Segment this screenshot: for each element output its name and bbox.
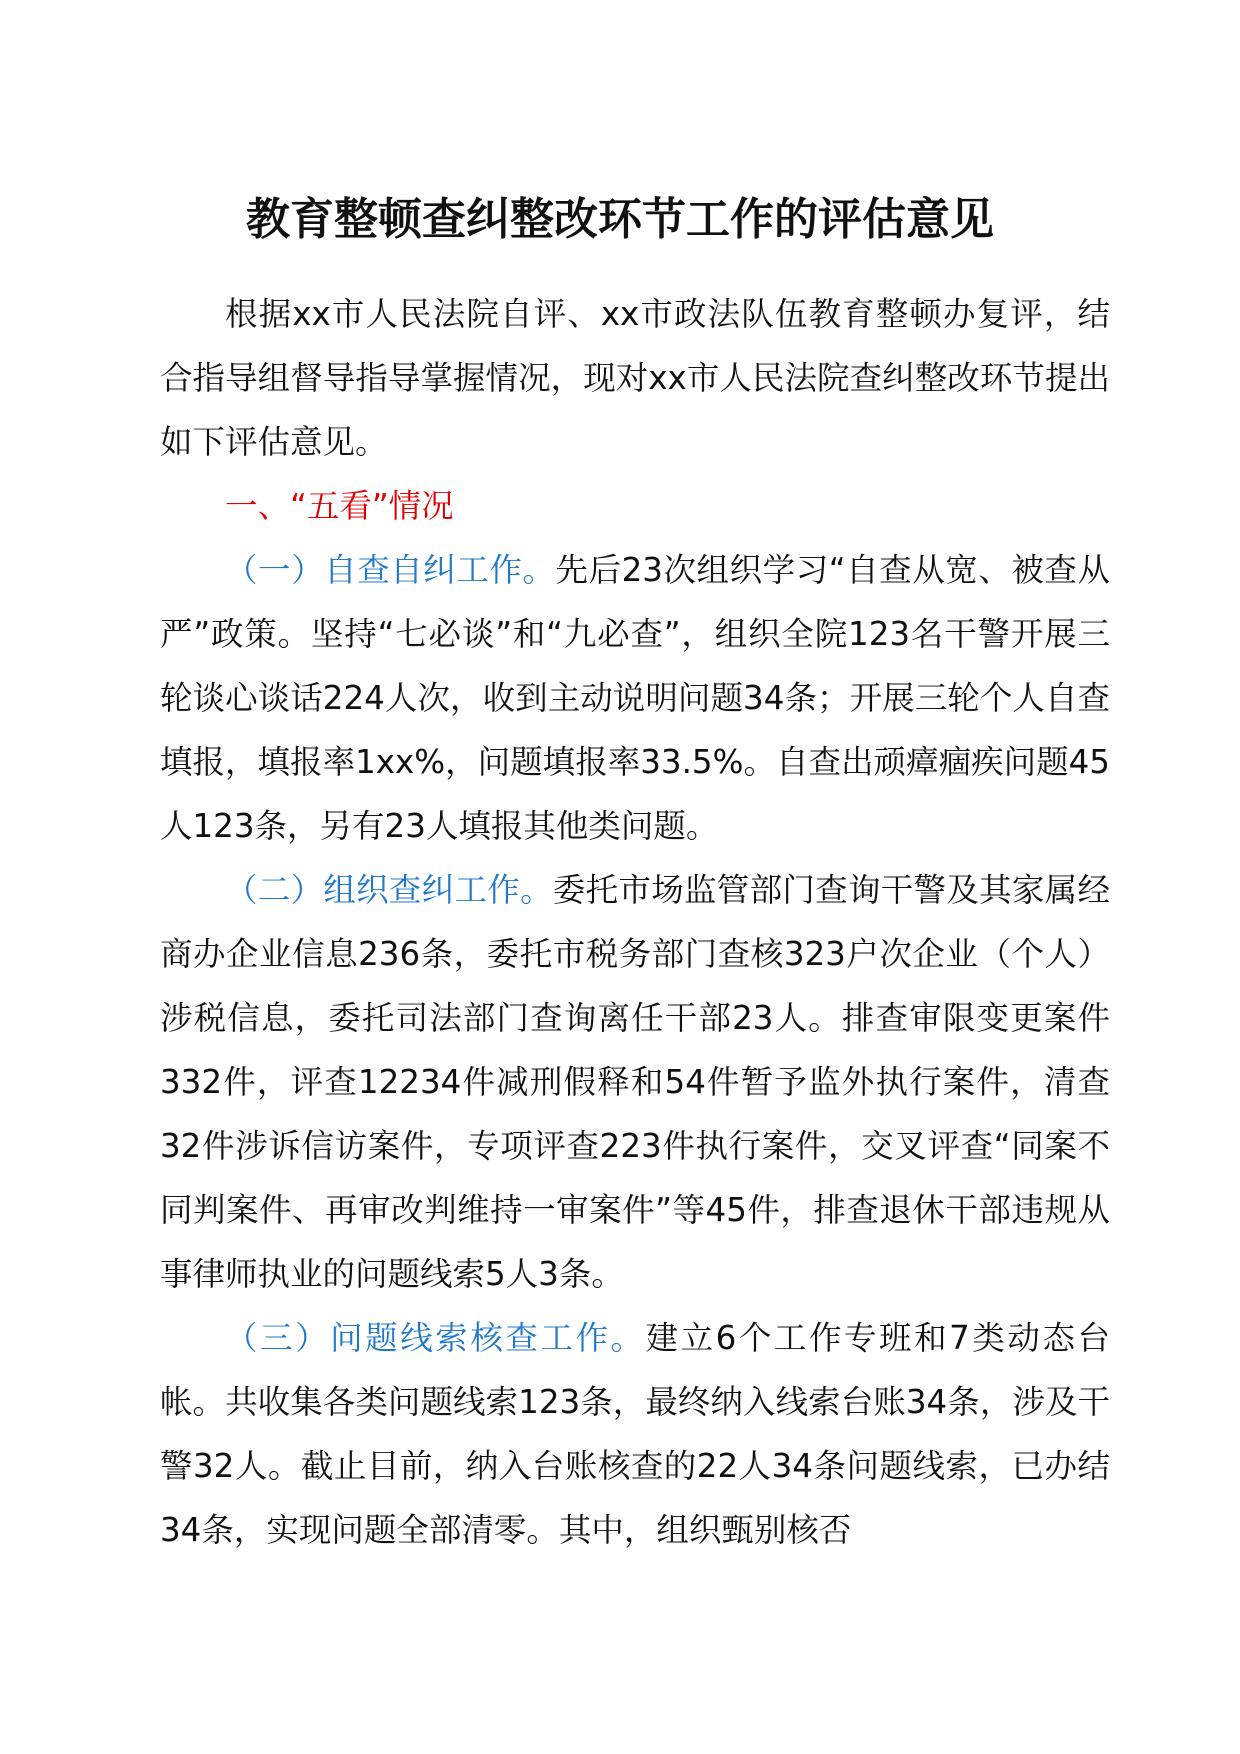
item-heading-1: （一）自查自纠工作。 xyxy=(225,551,556,589)
item-heading-2: （二）组织查纠工作。 xyxy=(225,871,553,909)
item-body-1: 先后23次组织学习“自查从宽、被查从严”政策。坚持“七必谈”和“九必查”，组织全院123名干警开展三轮谈心谈话224人次，收到主动说明问题34条；开展三轮个人自查填报，填报率1xx%，问题填报率33.5%。自查出顽瘴痼疾问题45人123条，另有23人填报其他类问题。 xyxy=(160,551,1110,845)
item-paragraph-2 xyxy=(160,858,1110,1306)
item-paragraph-3 xyxy=(160,1306,1110,1562)
section-heading-1 xyxy=(160,474,1110,538)
item-body-3: 建立6个工作专班和7类动态台帐。共收集各类问题线索123条，最终纳入线索台账34条，涉及干警32人。截止目前，纳入台账核查的22人34条问题线索，已办结34条，实现问题全部清零。其中，组织甄别核否 xyxy=(160,1319,1110,1549)
document-body xyxy=(160,282,1110,1562)
document-title: 教育整顿查纠整改环节工作的评估意见 xyxy=(246,194,994,245)
intro-paragraph: 根据xx市人民法院自评、xx市政法队伍教育整顿办复评，结合指导组督导指导掌握情况，现对xx市人民法院查纠整改环节提出如下评估意见。 xyxy=(160,295,1110,461)
item-body-2: 委托市场监管部门查询干警及其家属经商办企业信息236条，委托市税务部门查核323户次企业（个人）涉税信息，委托司法部门查询离任干部23人。排查审限变更案件332件，评查12234件减刑假释和54件暂予监外执行案件，清查32件涉诉信访案件，专项评查223件执行案件，交叉评查“同案不同判案件、再审改判维持一审案件”等45件，排查退休干部违规从事律师执业的问题线索5人3条。 xyxy=(160,871,1110,1293)
section-heading-1-text: 一、“五看”情况 xyxy=(225,487,454,525)
item-heading-3: （三）问题线索核查工作。 xyxy=(225,1319,646,1357)
item-paragraph-1 xyxy=(160,538,1110,858)
